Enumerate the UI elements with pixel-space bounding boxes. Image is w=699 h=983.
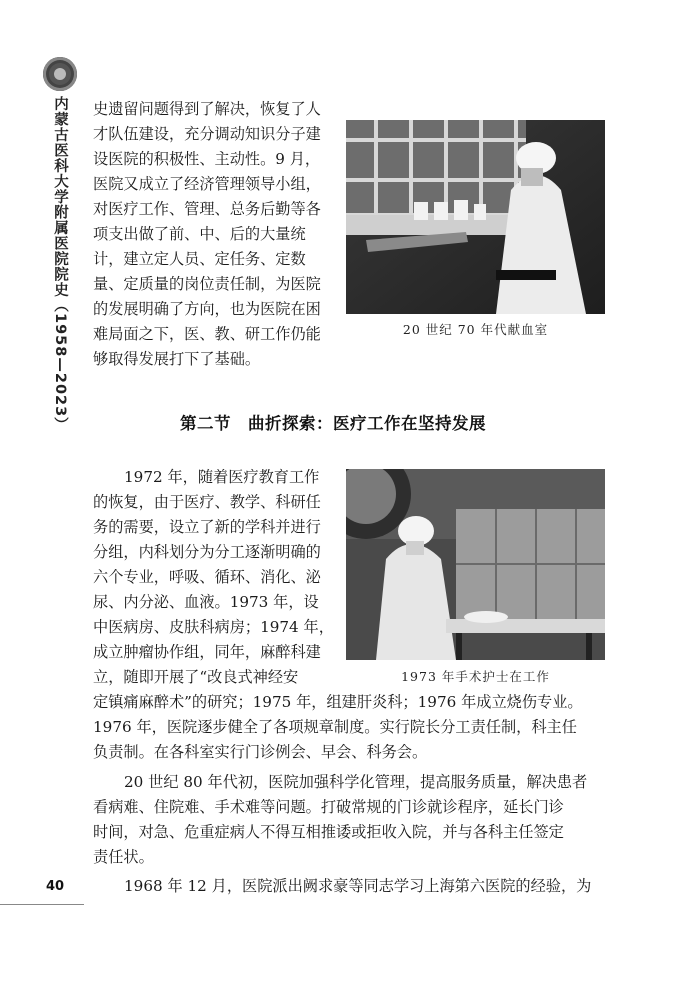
text-line: 20 世纪 80 年代初，医院加强科学化管理，提高服务质量，解决患者: [124, 773, 588, 791]
text-line: 1972 年，随着医疗教育工作: [124, 468, 320, 486]
text-line: 医院又成立了经济管理领导小组，: [93, 175, 321, 193]
text-line: 史遗留问题得到了解决，恢复了人: [93, 100, 321, 118]
photo-caption: 1973 年手术护士在工作: [401, 669, 550, 684]
text-line: 中医病房、皮肤科病房；1974 年，: [93, 618, 334, 636]
text-line: 难局面之下，医、教、研工作仍能: [93, 325, 321, 343]
text-line: 才队伍建设，充分调动知识分子建: [93, 125, 321, 143]
text-line: 项支出做了前、中、后的大量统: [93, 225, 306, 243]
text-line: 的发展明确了方向，也为医院在困: [93, 300, 321, 318]
text-line: 计，建立定人员、定任务、定数: [93, 250, 306, 268]
text-line: 责任状。: [93, 848, 154, 866]
text-line: 1976 年，医院逐步健全了各项规章制度。实行院长分工责任制，科主任: [93, 718, 577, 736]
text-line: 尿、内分泌、血液。1973 年，设: [93, 593, 319, 611]
text-line: 的恢复，由于医疗、教学、科研任: [93, 493, 321, 511]
photo-blood-donation-room: [346, 120, 605, 314]
text-line: 量、定质量的岗位责任制，为医院: [93, 275, 321, 293]
text-line: 时间，对急、危重症病人不得互相推诿或拒收入院，并与各科主任签定: [93, 823, 564, 841]
photo-caption: 20 世纪 70 年代献血室: [402, 322, 549, 337]
text-line: 设医院的积极性、主动性。9 月，: [93, 150, 321, 168]
hospital-logo: [43, 57, 77, 91]
text-line: 够取得发展打下了基础。: [93, 350, 261, 368]
text-line: 定镇痛麻醉术”的研究；1975 年，组建肝炎科；1976 年成立烧伤专业。: [93, 693, 583, 711]
section-title: 第二节 曲折探索：医疗工作在坚持发展: [180, 414, 486, 433]
text-line: 务的需要，设立了新的学科并进行: [93, 518, 321, 536]
text-line: 六个专业，呼吸、循环、消化、泌: [93, 568, 321, 586]
text-line: 对医疗工作、管理、总务后勤等各: [93, 200, 321, 218]
text-line: 1968 年 12 月，医院派出阙求豪等同志学习上海第六医院的经验，为: [124, 877, 592, 895]
page-number-rule: [0, 904, 84, 905]
photo-surgical-nurse: [346, 469, 605, 660]
text-line: 成立肿瘤协作组，同年，麻醉科建: [93, 643, 321, 661]
book-title-vertical: 内蒙古医科大学附属医院院史（1958—2023）: [52, 96, 68, 433]
text-line: 分组，内科划分为分工逐渐明确的: [93, 543, 321, 561]
text-line: 立，随即开展了“改良式神经安: [93, 668, 299, 686]
text-line: 看病难、住院难、手术难等问题。打破常规的门诊就诊程序，延长门诊: [93, 798, 564, 816]
page-number: 40: [46, 879, 65, 894]
text-line: 负责制。在各科室实行门诊例会、早会、科务会。: [93, 743, 428, 761]
